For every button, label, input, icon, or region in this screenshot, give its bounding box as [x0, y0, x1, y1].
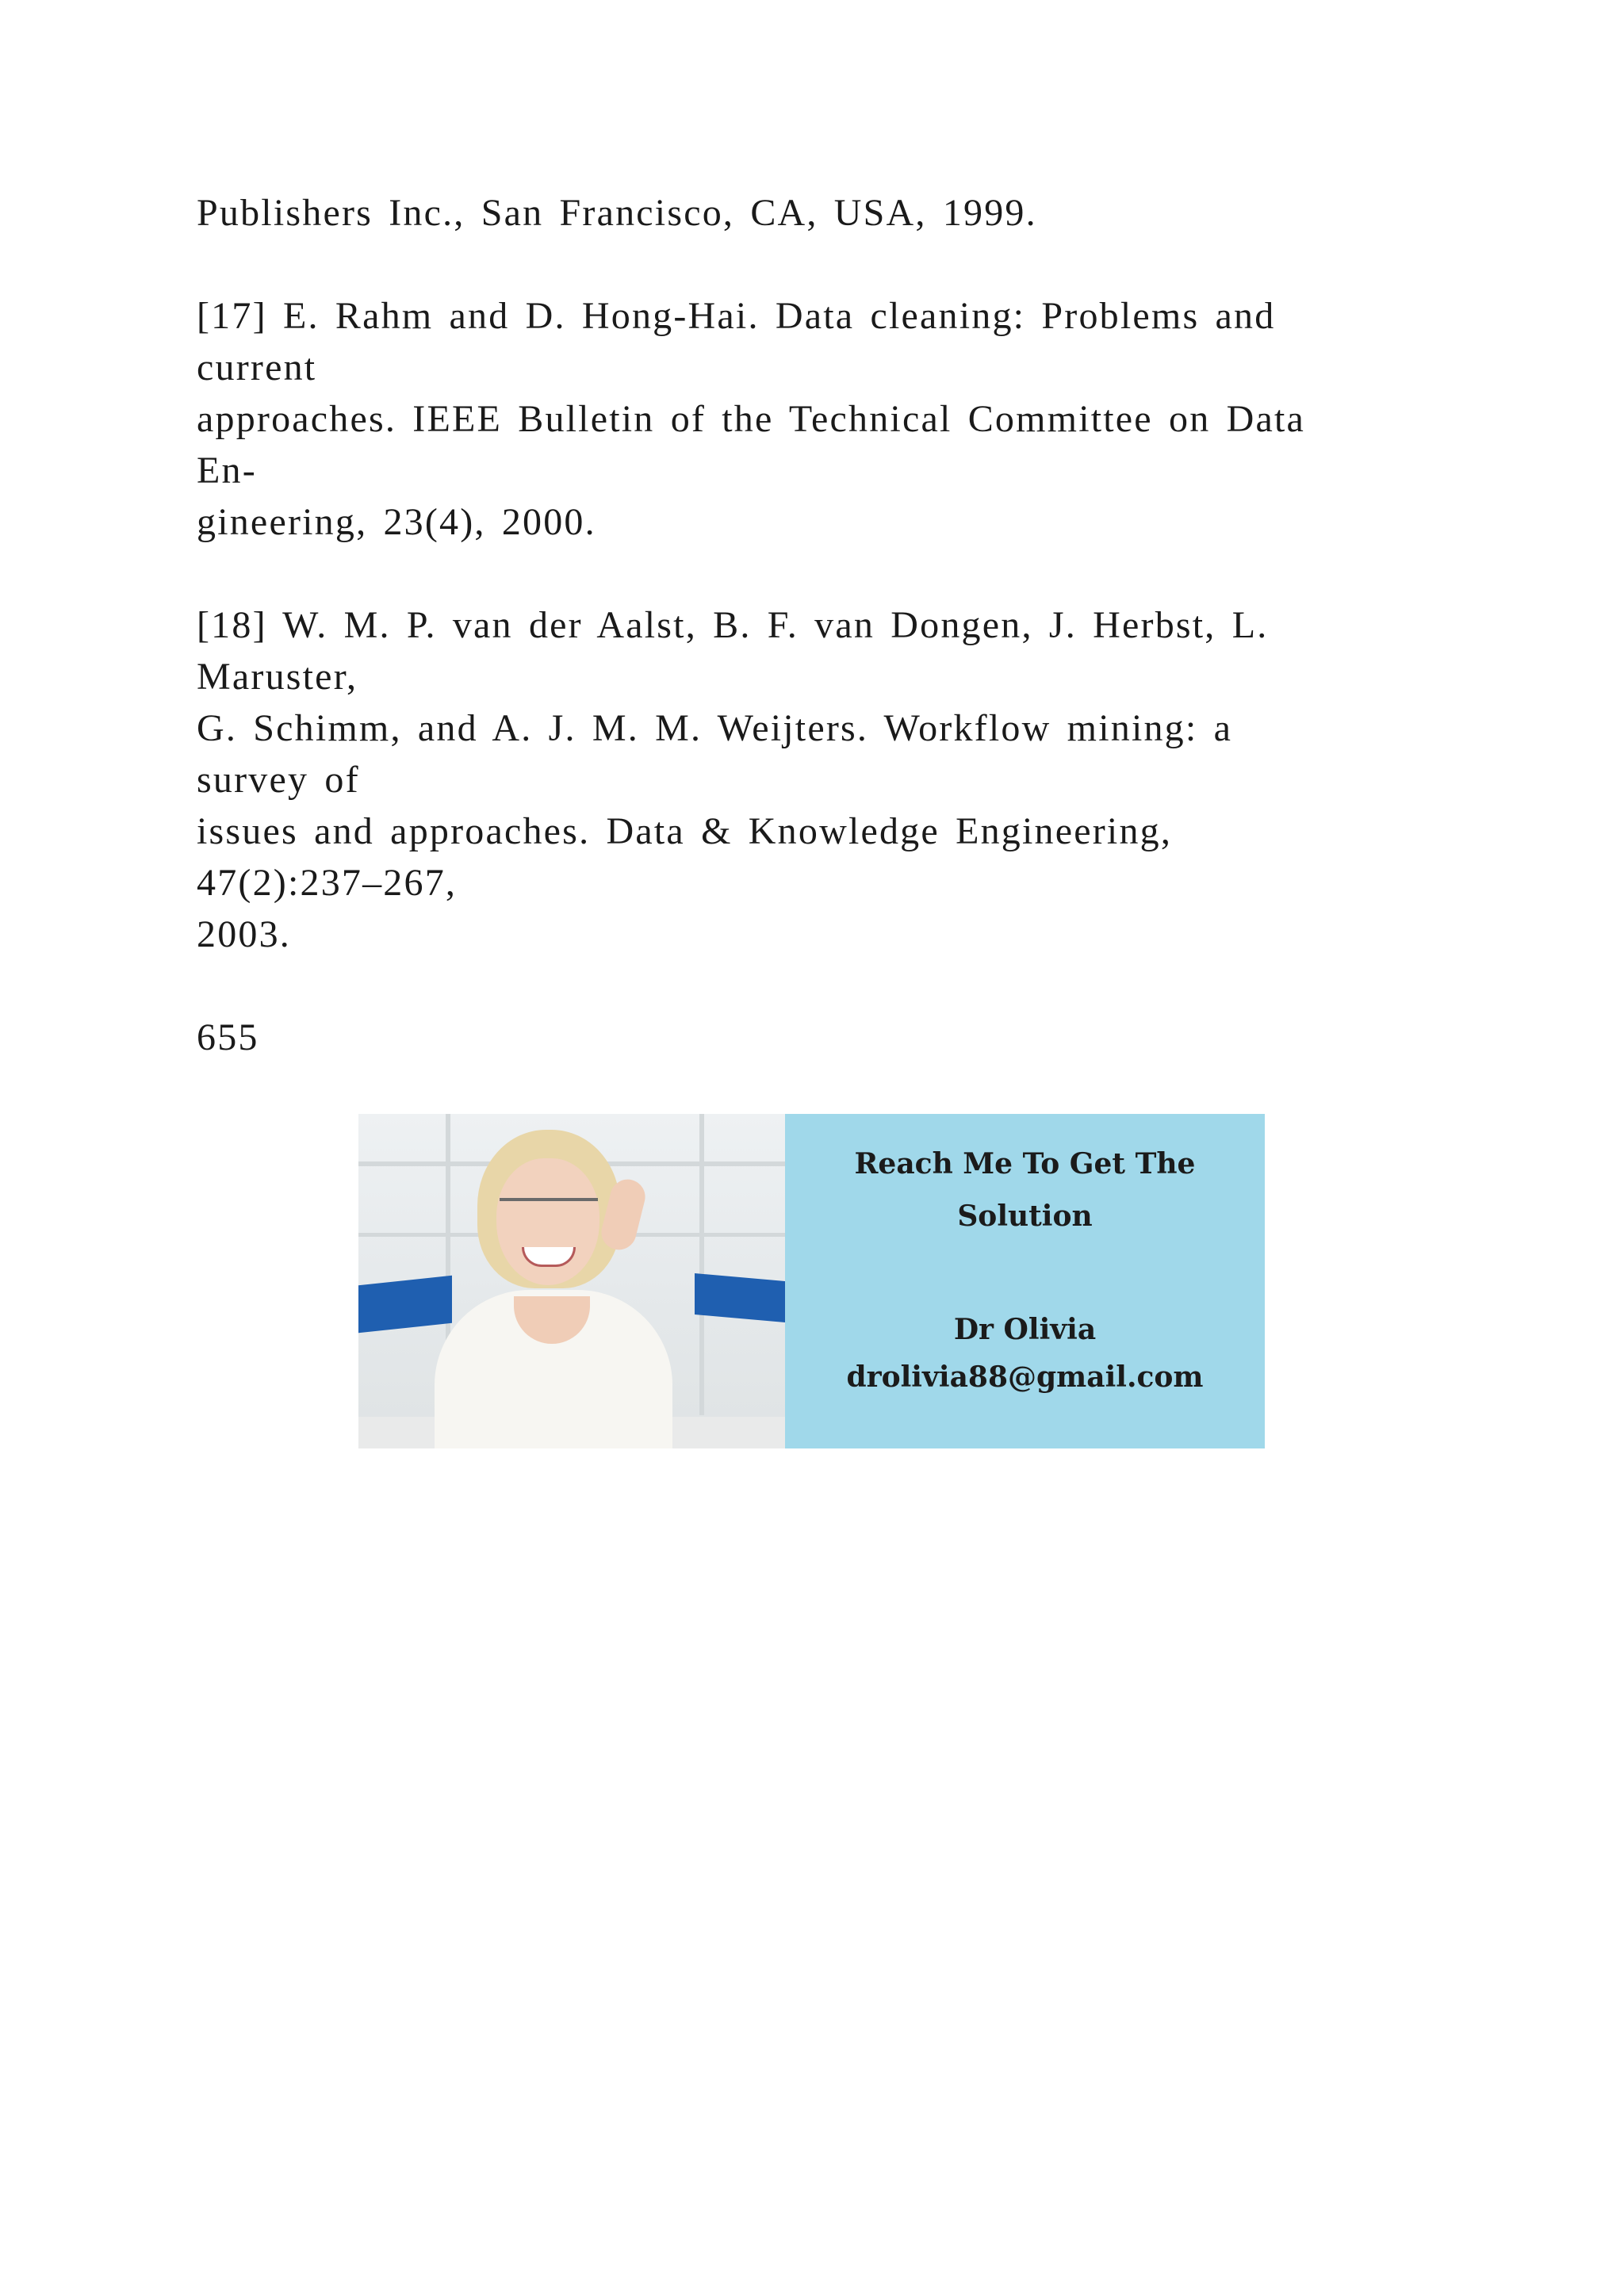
chair-back-right: [695, 1273, 785, 1322]
text-line: Maruster,: [197, 656, 358, 698]
contact-name: Dr Olivia: [953, 1313, 1097, 1346]
contact-email: drolivia88@gmail.com: [846, 1360, 1204, 1394]
text-line: survey of: [197, 759, 360, 801]
glasses-icon: [500, 1198, 598, 1225]
reference-18: [197, 599, 1434, 960]
ad-headline-line: Solution: [957, 1200, 1093, 1233]
text-line: [17] E. Rahm and D. Hong-Hai. Data cleaning: Problems and: [197, 295, 1276, 337]
text-line: issues and approaches. Data & Knowledge Engineering,: [197, 810, 1173, 852]
contact-banner: [358, 1114, 1265, 1448]
text-line: G. Schimm, and A. J. M. M. Weijters. Workflow mining: a: [197, 707, 1233, 749]
page-number-text: 655: [197, 1016, 259, 1058]
text-line: 2003.: [197, 913, 291, 955]
window-frame: [699, 1114, 704, 1415]
text-line: current: [197, 346, 317, 388]
text-line: Publishers Inc., San Francisco, CA, USA, 1999.: [197, 192, 1037, 234]
page-number: [197, 1012, 1434, 1063]
text-line: gineering, 23(4), 2000.: [197, 501, 596, 543]
text-line: 47(2):237–267,: [197, 862, 458, 904]
contact-panel: [785, 1114, 1265, 1448]
woman-photo: [358, 1114, 785, 1448]
text-line: approaches. IEEE Bulletin of the Technical Committee on Data: [197, 398, 1306, 440]
ad-headline-line: Reach Me To Get The: [854, 1147, 1196, 1181]
text-line: [18] W. M. P. van der Aalst, B. F. van Dongen, J. Herbst, L.: [197, 604, 1269, 646]
chair-back-left: [358, 1276, 452, 1333]
intro-line: [197, 187, 1434, 239]
text-line: En-: [197, 450, 257, 492]
reference-17: [197, 290, 1434, 548]
document-body: [197, 187, 1434, 1115]
ad-headline: [785, 1138, 1265, 1242]
